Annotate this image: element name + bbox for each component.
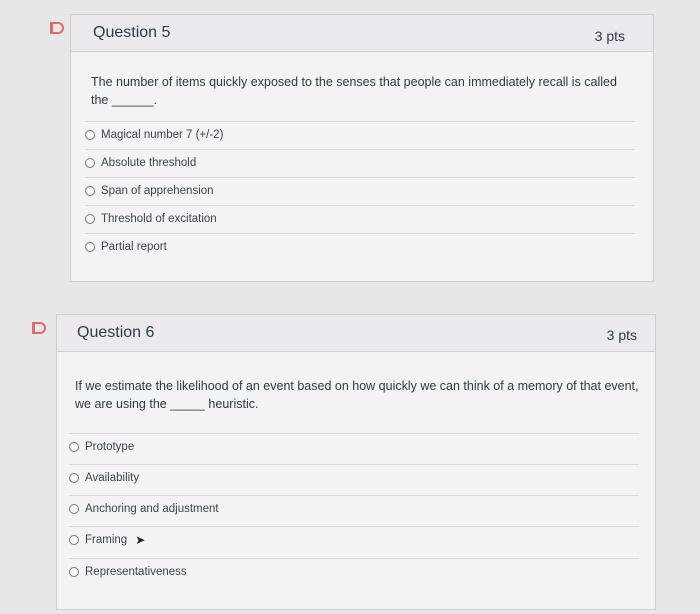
question-5-points: 3 pts [594, 28, 625, 44]
radio-icon[interactable] [85, 186, 95, 196]
radio-icon[interactable] [85, 214, 95, 224]
option-label: Span of apprehension [101, 185, 214, 197]
question-6-text: If we estimate the likelihood of an event based on how quickly we can think of a memory of that event, we are using the _____ heuristic. [75, 379, 639, 411]
option-label: Availability [85, 472, 140, 484]
question-5-header [71, 15, 653, 52]
radio-icon[interactable] [69, 473, 79, 483]
q6-option-1[interactable] [69, 433, 639, 460]
question-5-text: The number of items quickly exposed to the senses that people can immediately recall is called the ______. [91, 75, 617, 107]
option-label: Absolute threshold [101, 157, 197, 169]
q6-option-2[interactable] [69, 464, 639, 491]
q5-option-5[interactable] [85, 233, 635, 260]
radio-icon[interactable] [85, 242, 95, 252]
question-6-header [57, 315, 655, 352]
q5-option-2[interactable] [85, 149, 635, 176]
q6-option-5[interactable] [69, 558, 639, 585]
option-label: Threshold of excitation [101, 213, 217, 225]
question-5-card [70, 14, 654, 282]
q6-option-3[interactable] [69, 495, 639, 522]
option-label: Magical number 7 (+/-2) [101, 129, 224, 141]
option-label: Framing [85, 534, 128, 546]
radio-icon[interactable] [85, 130, 95, 140]
radio-icon[interactable] [69, 567, 79, 577]
q5-option-1[interactable] [85, 121, 635, 148]
q5-option-3[interactable] [85, 177, 635, 204]
option-label: Prototype [85, 441, 135, 453]
radio-icon[interactable] [69, 535, 79, 545]
radio-icon[interactable] [69, 504, 79, 514]
option-label: Partial report [101, 241, 167, 253]
question-6-title: Question 6 [77, 324, 155, 341]
option-label: Representativeness [85, 566, 187, 578]
q6-option-4[interactable] [69, 526, 639, 553]
option-label: Anchoring and adjustment [85, 503, 219, 515]
radio-icon[interactable] [69, 442, 79, 452]
question-6-points: 3 pts [606, 327, 637, 343]
question-6-card [56, 314, 656, 610]
flag-question-icon[interactable] [50, 22, 64, 34]
question-5-title: Question 5 [93, 24, 171, 41]
radio-icon[interactable] [85, 158, 95, 168]
q5-option-4[interactable] [85, 205, 635, 232]
flag-question-icon[interactable] [32, 322, 46, 334]
mouse-cursor-icon: ➤ [135, 533, 146, 547]
